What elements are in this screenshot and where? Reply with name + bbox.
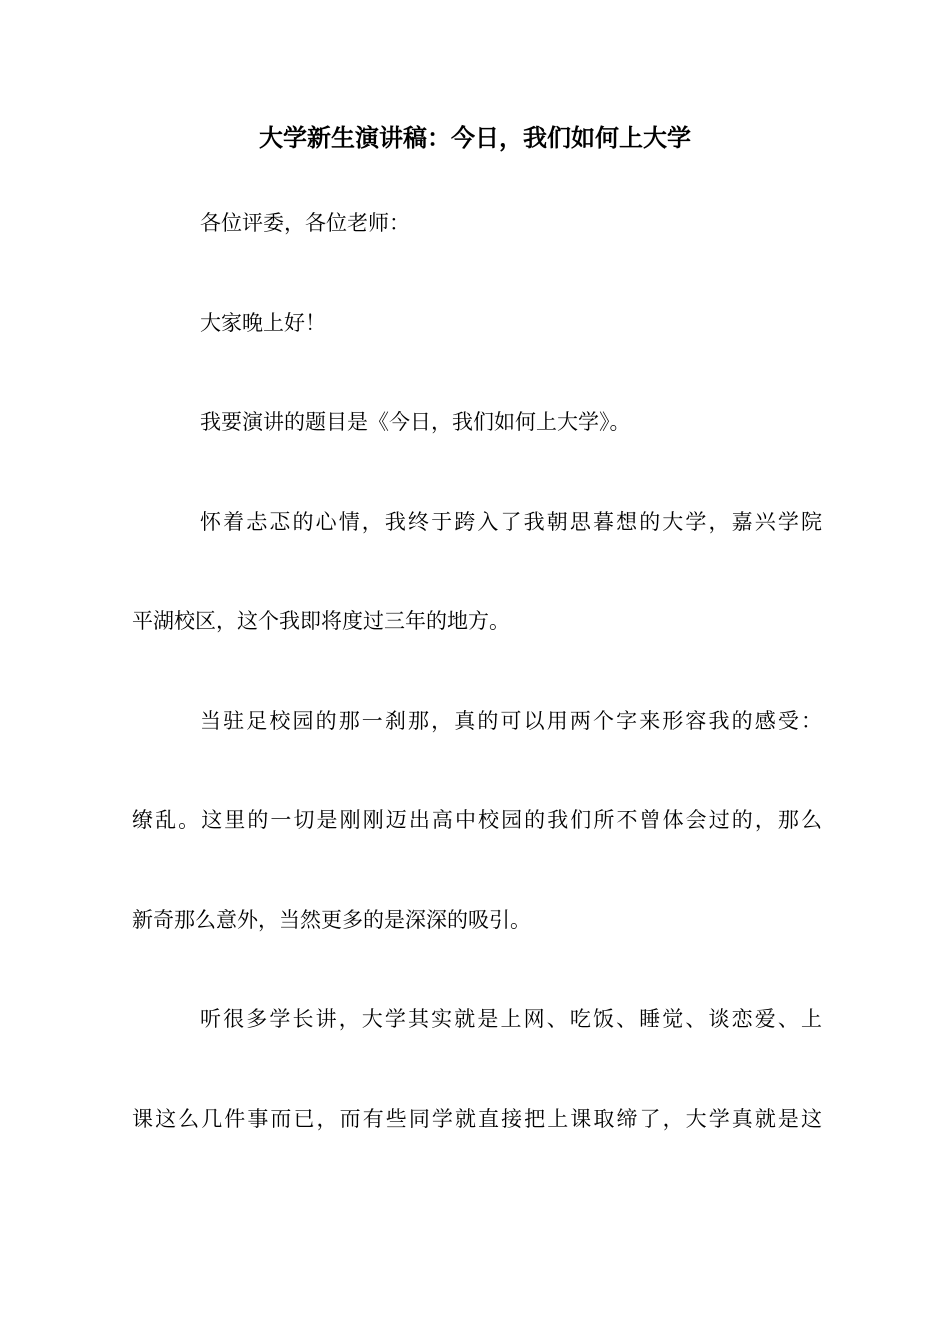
- paragraph-line: 当驻足校园的那一刹那，真的可以用两个字来形容我的感受：: [200, 709, 822, 733]
- document-title: 大学新生演讲稿：今日，我们如何上大学: [259, 124, 691, 152]
- salutation-line: 各位评委，各位老师：: [200, 211, 410, 235]
- paragraph-line: 平湖校区，这个我即将度过三年的地方。: [132, 609, 510, 633]
- paragraph-line: 新奇那么意外，当然更多的是深深的吸引。: [132, 908, 531, 932]
- topic-line: 我要演讲的题目是《今日，我们如何上大学》。: [200, 410, 631, 434]
- paragraph-line: 缭乱。这里的一切是刚刚迈出高中校园的我们所不曾体会过的，那么: [132, 808, 822, 832]
- paragraph-line: 课这么几件事而已，而有些同学就直接把上课取缔了，大学真就是这: [132, 1107, 822, 1131]
- paragraph-line: 怀着忐忑的心情，我终于跨入了我朝思暮想的大学，嘉兴学院: [200, 510, 822, 534]
- paragraph-line: 听很多学长讲，大学其实就是上网、吃饭、睡觉、谈恋爱、上: [200, 1007, 822, 1031]
- greeting-line: 大家晚上好！: [200, 311, 326, 335]
